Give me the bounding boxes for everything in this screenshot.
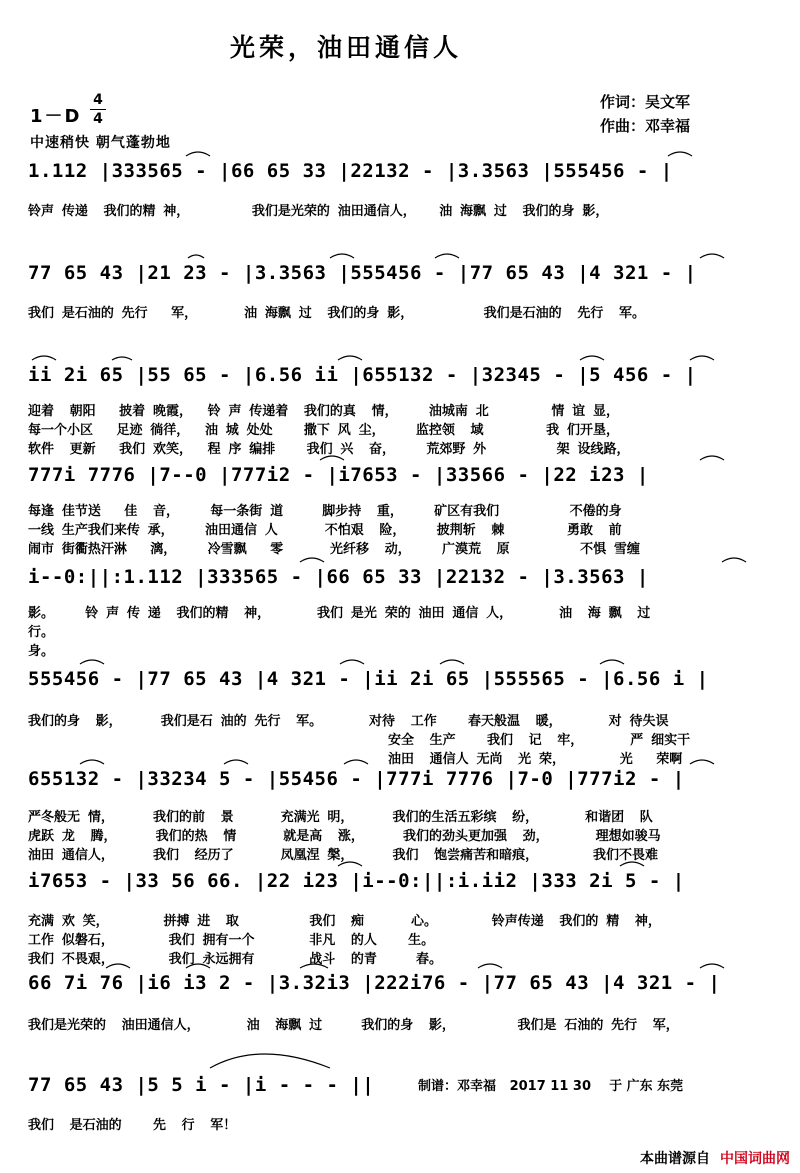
slur-arc: [690, 356, 714, 360]
transcription-note: 制谱：邓幸福 2017 11 30 于 广东 东莞: [418, 1079, 684, 1094]
time-signature: [90, 92, 106, 127]
lyric-line-8-1: 充满 欢 笑， 拼搏 进 取 我们 痴 心。 铃声传递 我们的 精 神，: [28, 914, 661, 929]
lyric-line-8-2: 工作 似磐石， 我们 拥有一个 非凡 的人 生。: [28, 933, 435, 948]
notation-line-7: 655132 - |33234 5 - |55456 - |777i 7776 |7-0 |777i2 - |: [28, 768, 685, 790]
slur-arc: [338, 356, 362, 360]
source-site-link[interactable]: 中国词曲网: [720, 1151, 790, 1167]
lyric-line-5-1: 影。 铃 声 传 递 我们的精 神， 我们 是光 荣的 油田 通信 人， 油 海 飘 过: [28, 606, 651, 621]
notation-line-2: 77 65 43 |21 23 - |3.3563 |555456 - |77 65 43 |4 321 - |: [28, 262, 697, 284]
notation-line-10: 77 65 43 |5 5 i - |i - - - ||: [28, 1074, 375, 1096]
slur-arc: [32, 356, 56, 360]
tempo-marking: 中速稍快 朝气蓬勃地: [30, 135, 171, 151]
lyric-line-5-2: 行。: [28, 625, 55, 640]
lyric-line-6-1: 我们的身 影， 我们是石 油的 先行 军。 对待 工作 春天般温 暖， 对 待失误: [28, 714, 669, 729]
lyric-line-10-1: 我们 是石油的 先 行 军！: [28, 1118, 237, 1133]
slur-arc: [80, 660, 104, 664]
notation-line-3: ii 2i 65 |55 65 - |6.56 ii |655132 - |32345 - |5 456 - |: [28, 364, 697, 386]
slur-arc: [300, 558, 324, 562]
lyric-line-6-2: 安全 生产 我们 记 牢， 严 细实干: [28, 733, 691, 748]
lyric-line-7-3: 油田 通信人， 我们 经历了 凤凰涅 槃， 我们 饱尝痛苦和暗痕， 我们不畏难: [28, 848, 658, 863]
slur-arc: [700, 254, 724, 258]
source-attribution: [640, 1148, 790, 1168]
lyric-line-3-2: 每一个小区 足迹 徜徉， 油 城 处处 撒下 风 尘， 监控领 域 我 们开垦，: [28, 423, 619, 438]
lyric-line-5-3: 身。: [28, 644, 55, 659]
slur-arc: [435, 254, 459, 258]
slur-arc: [600, 660, 624, 664]
lyric-line-7-2: 虎跃 龙 腾， 我们的热 情 就是高 涨， 我们的劲头更加强 劲， 理想如骏马: [28, 829, 661, 844]
notation-line-5: i--0:||:1.112 |333565 - |66 65 33 |22132 - |3.3563 |: [28, 566, 649, 588]
lyric-line-8-3: 我们 不畏艰， 我们 永远拥有 战斗 的青 春。: [28, 952, 443, 967]
slur-arc: [188, 255, 204, 258]
notation-line-9: 66 7i 76 |i6 i3 2 - |3.32i3 |222i76 - |77 65 43 |4 321 - |: [28, 972, 721, 994]
lyric-line-3-1: 迎着 朝阳 披着 晚霞， 铃 声 传递着 我们的真 情， 油城南 北 情 谊 显，: [28, 404, 619, 419]
slur-arc: [580, 356, 604, 360]
notation-line-4: 777i 7776 |7--0 |777i2 - |i7653 - |33566 - |22 i23 |: [28, 464, 649, 486]
slur-arc: [210, 1054, 330, 1068]
lyricist-credit: 作词：吴文军: [600, 93, 691, 111]
slur-arc: [722, 558, 746, 562]
song-title: 光荣，油田通信人: [230, 33, 463, 62]
credits: [600, 90, 790, 138]
lyric-line-6-3: 油田 通信人 无尚 光 荣， 光 荣啊: [28, 752, 683, 767]
notation-line-1: 1.112 |333565 - |66 65 33 |22132 - |3.3563 |555456 - |: [28, 160, 673, 182]
lyric-line-4-1: 每逢 佳节送 佳 音， 每一条街 道 脚步持 重， 矿区有我们 不倦的身: [28, 504, 622, 519]
lyric-line-4-3: 闹市 街衢热汗淋 漓， 冷雪飘 零 光纤移 动， 广漠荒 原 不惧 雪缠: [28, 542, 640, 557]
lyric-line-3-3: 软件 更新 我们 欢笑， 程 序 编排 我们 兴 奋， 荒郊野 外 架 设线路，: [28, 442, 630, 457]
slur-arc: [340, 660, 364, 664]
time-signature-bottom: 4: [93, 111, 103, 127]
lyric-line-7-1: 严冬般无 情， 我们的前 景 充满光 明， 我们的生活五彩缤 纷， 和谐团 队: [28, 810, 653, 825]
lyric-line-4-2: 一线 生产我们来传 承， 油田通信 人 不怕艰 险， 披荆斩 棘 勇敢 前: [28, 523, 622, 538]
time-signature-top: 4: [93, 92, 103, 108]
lyric-line-2-1: 我们 是石油的 先行 军， 油 海飘 过 我们的身 影， 我们是石油的 先行 军。: [28, 306, 645, 321]
slur-arc: [668, 152, 692, 156]
slur-arc: [112, 357, 132, 360]
lyric-line-1-1: 铃声 传递 我们的精 神， 我们是光荣的 油田通信人， 油 海飘 过 我们的身 影，: [28, 204, 609, 219]
source-label: 本曲谱源自: [640, 1151, 710, 1167]
time-signature-bar: [90, 109, 106, 110]
notation-line-8: i7653 - |33 56 66. |22 i23 |i--0:||:i.ii2 |333 2i 5 - |: [28, 870, 685, 892]
composer-credit: 作曲：邓幸福: [600, 117, 691, 135]
slur-arc: [186, 152, 210, 156]
key-signature: 1－D: [30, 106, 82, 127]
notation-line-6: 555456 - |77 65 43 |4 321 - |ii 2i 65 |555565 - |6.56 i |: [28, 668, 709, 690]
slur-arc: [440, 660, 464, 664]
lyric-line-9-1: 我们是光荣的 油田通信人， 油 海飘 过 我们的身 影， 我们是 石油的 先行 军，: [28, 1018, 679, 1033]
slur-arc: [330, 254, 354, 258]
